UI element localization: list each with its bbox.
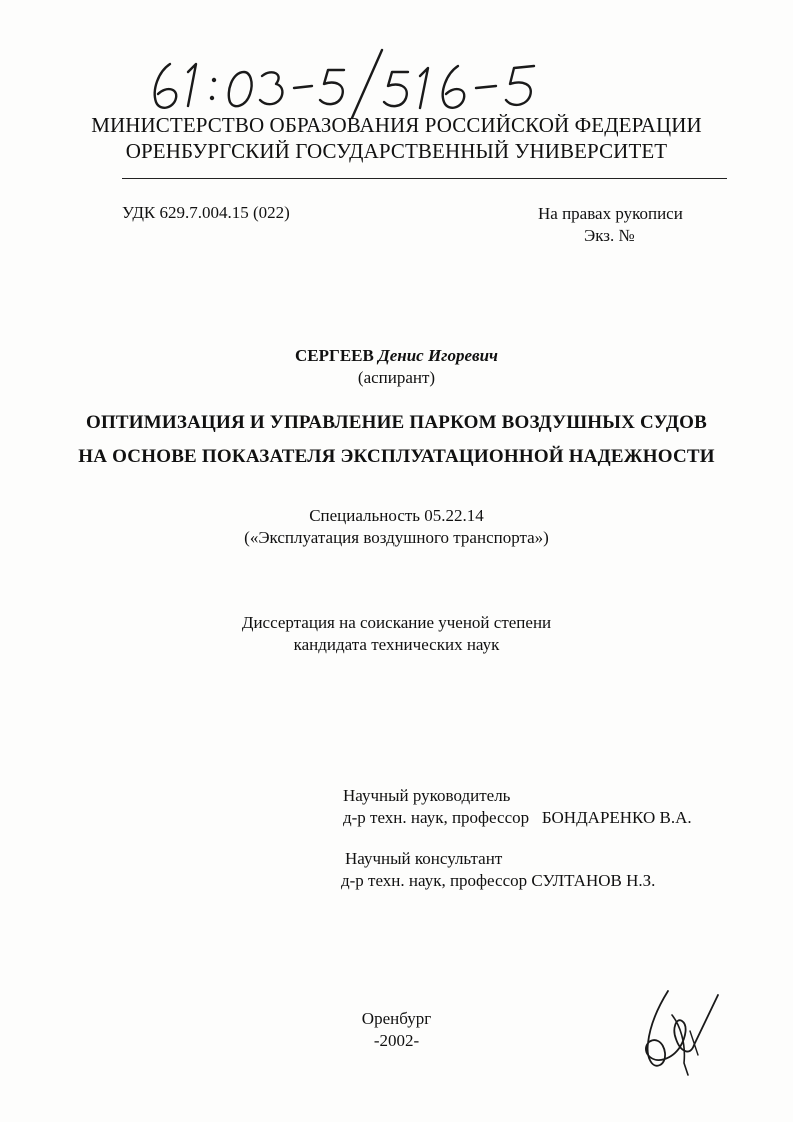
- author-surname: СЕРГЕЕВ: [295, 346, 374, 365]
- handwritten-signature: [628, 985, 728, 1080]
- specialty-code: Специальность 05.22.14: [309, 506, 484, 525]
- ministry-header: [0, 112, 793, 164]
- consultant-details: д-р техн. наук, профессор СУЛТАНОВ Н.З.: [341, 871, 656, 890]
- scientific-consultant: [343, 848, 655, 892]
- university-line: ОРЕНБУРГСКИЙ ГОСУДАРСТВЕННЫЙ УНИВЕРСИТЕТ: [125, 139, 668, 163]
- thesis-title: [0, 406, 793, 474]
- degree-statement: [0, 612, 793, 656]
- specialty-name: («Эксплуатация воздушного транспорта»): [244, 528, 549, 547]
- manuscript-notice: [538, 203, 683, 247]
- copy-number: Экз. №: [584, 226, 635, 245]
- author-block: [0, 345, 793, 389]
- manuscript-rights: На правах рукописи: [538, 204, 683, 223]
- header-divider: [122, 178, 727, 179]
- handwritten-archive-number: [140, 42, 560, 122]
- author-status: (аспирант): [357, 368, 436, 387]
- city: Оренбург: [361, 1009, 432, 1028]
- thesis-title-line: НА ОСНОВЕ ПОКАЗАТЕЛЯ ЭКСПЛУАТАЦИОННОЙ НАДЕЖНОСТИ: [78, 446, 715, 467]
- advisor-details: д-р техн. наук, профессор БОНДАРЕНКО В.А.: [343, 808, 692, 827]
- specialty-block: [0, 505, 793, 549]
- thesis-title-line: ОПТИМИЗАЦИЯ И УПРАВЛЕНИЕ ПАРКОМ ВОЗДУШНЫХ СУДОВ: [85, 412, 708, 433]
- author-name: Денис Игоревич: [378, 346, 498, 365]
- degree-statement-line: кандидата технических наук: [293, 635, 500, 654]
- ministry-line: МИНИСТЕРСТВО ОБРАЗОВАНИЯ РОССИЙСКОЙ ФЕДЕРАЦИИ: [91, 113, 702, 137]
- consultant-role: Научный консультант: [345, 849, 503, 868]
- degree-statement-line: Диссертация на соискание ученой степени: [241, 613, 552, 632]
- year: -2002-: [373, 1031, 420, 1050]
- udk-code: УДК 629.7.004.15 (022): [122, 203, 290, 222]
- scientific-advisor: [343, 785, 692, 829]
- advisor-role: Научный руководитель: [343, 786, 511, 805]
